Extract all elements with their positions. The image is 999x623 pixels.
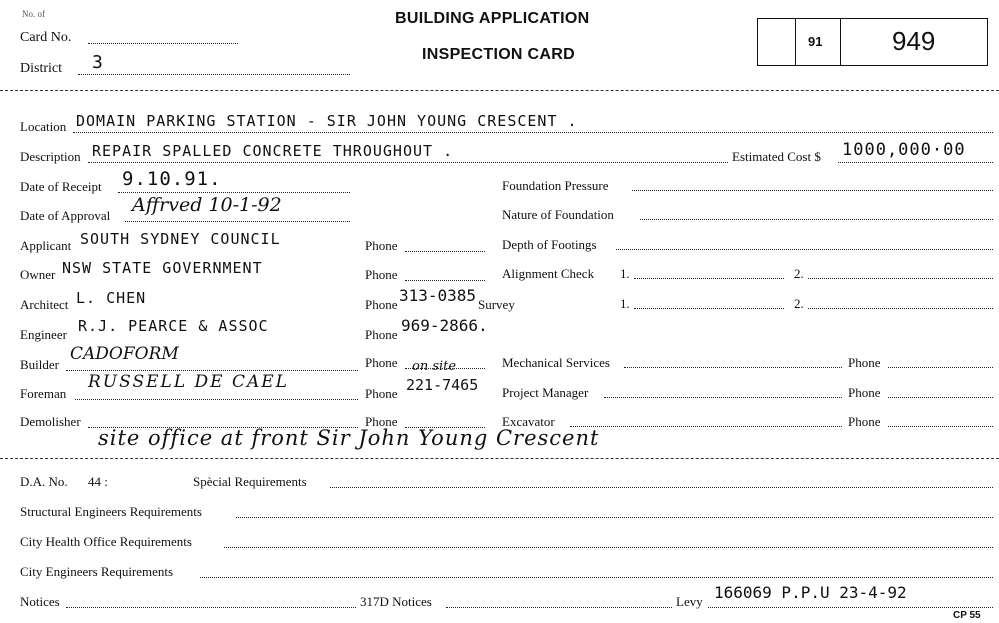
foreman-value: RUSSELL DE CAEL xyxy=(88,372,289,392)
survey-label: Survey xyxy=(478,297,515,312)
notices-317d-dots xyxy=(446,607,672,608)
survey-2: 2. xyxy=(794,296,804,311)
card-title-line1: BUILDING APPLICATION xyxy=(395,10,590,27)
box-number: 949 xyxy=(892,26,936,56)
box-prefix: 91 xyxy=(808,34,823,49)
demolisher-label: Demolisher xyxy=(20,414,81,429)
nature-of-foundation-label: Nature of Foundation xyxy=(502,207,614,222)
card-number-box xyxy=(757,18,988,66)
foreman-phone-value: 221-7465 xyxy=(406,376,479,394)
applicant-value: SOUTH SYDNEY COUNCIL xyxy=(80,230,281,248)
survey-1: 1. xyxy=(620,296,630,311)
applicant-phone-dots xyxy=(405,251,485,252)
da-no-value: 44 : xyxy=(88,474,108,489)
mechanical-services-phone-label: Phone xyxy=(848,355,881,370)
header-rule xyxy=(0,90,999,91)
survey-1-dots xyxy=(634,308,784,309)
alignment-check-2: 2. xyxy=(794,266,804,281)
structural-requirements-label: Structural Engineers Requirements xyxy=(20,504,202,519)
box-divider-1 xyxy=(795,19,796,65)
applicant-phone-label: Phone xyxy=(365,238,398,253)
owner-phone-dots xyxy=(405,280,485,281)
architect-value: L. CHEN xyxy=(76,289,147,307)
structural-requirements-dots xyxy=(236,517,993,518)
alignment-check-1: 1. xyxy=(620,266,630,281)
special-requirements-dots xyxy=(330,487,993,488)
date-of-approval-dots xyxy=(125,221,350,222)
depth-of-footings-dots xyxy=(616,249,993,250)
project-manager-phone-dots xyxy=(888,397,993,398)
excavator-dots xyxy=(570,426,842,427)
notices-dots xyxy=(66,607,356,608)
project-manager-phone-label: Phone xyxy=(848,385,881,400)
description-dots xyxy=(88,162,728,163)
description-label: Description xyxy=(20,149,81,164)
city-engineers-requirements-dots xyxy=(200,577,993,578)
location-dots xyxy=(73,132,993,133)
mechanical-services-label: Mechanical Services xyxy=(502,355,610,370)
engineer-phone-label: Phone xyxy=(365,327,398,342)
date-of-approval-label: Date of Approval xyxy=(20,208,111,223)
foundation-pressure-label: Foundation Pressure xyxy=(502,178,609,193)
levy-value: 166069 P.P.U 23-4-92 xyxy=(714,583,907,602)
date-of-receipt-dots xyxy=(118,192,350,193)
section-rule xyxy=(0,458,999,459)
date-of-receipt-value: 9.10.91. xyxy=(122,168,222,190)
nature-of-foundation-dots xyxy=(640,219,993,220)
date-of-receipt-label: Date of Receipt xyxy=(20,179,102,194)
foreman-phone-label: Phone xyxy=(365,386,398,401)
excavator-phone-dots xyxy=(888,426,993,427)
levy-label: Levy xyxy=(676,594,703,609)
mechanical-services-dots xyxy=(624,367,842,368)
depth-of-footings-label: Depth of Footings xyxy=(502,237,597,252)
location-label: Location xyxy=(20,119,67,134)
alignment-check-label: Alignment Check xyxy=(502,266,595,281)
survey-2-dots xyxy=(808,308,993,309)
city-engineers-requirements-label: City Engineers Requirements xyxy=(20,564,174,579)
location-value: DOMAIN PARKING STATION - SIR JOHN YOUNG CRESCENT . xyxy=(76,112,578,130)
foundation-pressure-dots xyxy=(632,190,993,191)
card-title-line2: INSPECTION CARD xyxy=(422,46,575,63)
site-office-note: site office at front Sir John Young Crescent xyxy=(98,426,600,450)
da-no-label: D.A. No. xyxy=(20,474,68,489)
architect-phone-value: 313-0385 xyxy=(399,286,477,305)
header-smudge: No. of xyxy=(22,9,45,19)
project-manager-dots xyxy=(604,397,842,398)
owner-label: Owner xyxy=(20,267,56,282)
owner-value: NSW STATE GOVERNMENT xyxy=(62,259,263,277)
estimated-cost-label: Estimated Cost $ xyxy=(732,149,821,164)
card-no-dots xyxy=(88,43,238,44)
notices-label: Notices xyxy=(20,594,60,609)
alignment-check-1-dots xyxy=(634,278,784,279)
project-manager-label: Project Manager xyxy=(502,385,589,400)
demolisher-phone-label: Phone xyxy=(365,414,398,429)
applicant-label: Applicant xyxy=(20,238,72,253)
notices-317d-label: 317D Notices xyxy=(360,594,432,609)
description-value: REPAIR SPALLED CONCRETE THROUGHOUT . xyxy=(92,142,454,160)
builder-value: CADOFORM xyxy=(70,344,179,364)
estimated-cost-dots xyxy=(838,162,993,163)
owner-phone-label: Phone xyxy=(365,267,398,282)
date-of-approval-value: Affrved 10-1-92 xyxy=(132,194,282,216)
builder-dots xyxy=(66,370,358,371)
engineer-value: R.J. PEARCE & ASSOC xyxy=(78,317,269,335)
district-value: 3 xyxy=(92,52,104,73)
mechanical-services-phone-dots xyxy=(888,367,993,368)
builder-label: Builder xyxy=(20,357,59,372)
builder-phone-label: Phone xyxy=(365,355,398,370)
architect-phone-label: Phone xyxy=(365,297,398,312)
foreman-dots xyxy=(75,399,358,400)
architect-label: Architect xyxy=(20,297,69,312)
foreman-phone-note: on site xyxy=(412,359,457,374)
alignment-check-2-dots xyxy=(808,278,993,279)
district-label: District xyxy=(20,61,62,76)
foreman-label: Foreman xyxy=(20,386,67,401)
estimated-cost-value: 1000,000·00 xyxy=(842,140,966,160)
card-no-label: Card No. xyxy=(20,30,72,45)
district-dots xyxy=(78,74,350,75)
engineer-phone-value: 969-2866. xyxy=(401,316,488,335)
engineer-label: Engineer xyxy=(20,327,67,342)
box-divider-2 xyxy=(840,19,841,65)
city-health-requirements-label: City Health Office Requirements xyxy=(20,534,192,549)
special-requirements-label: Spècial Requirements xyxy=(193,474,307,489)
levy-dots xyxy=(708,607,993,608)
excavator-label: Excavator xyxy=(502,414,555,429)
form-code: CP 55 xyxy=(953,610,981,621)
city-health-requirements-dots xyxy=(224,547,993,548)
excavator-phone-label: Phone xyxy=(848,414,881,429)
